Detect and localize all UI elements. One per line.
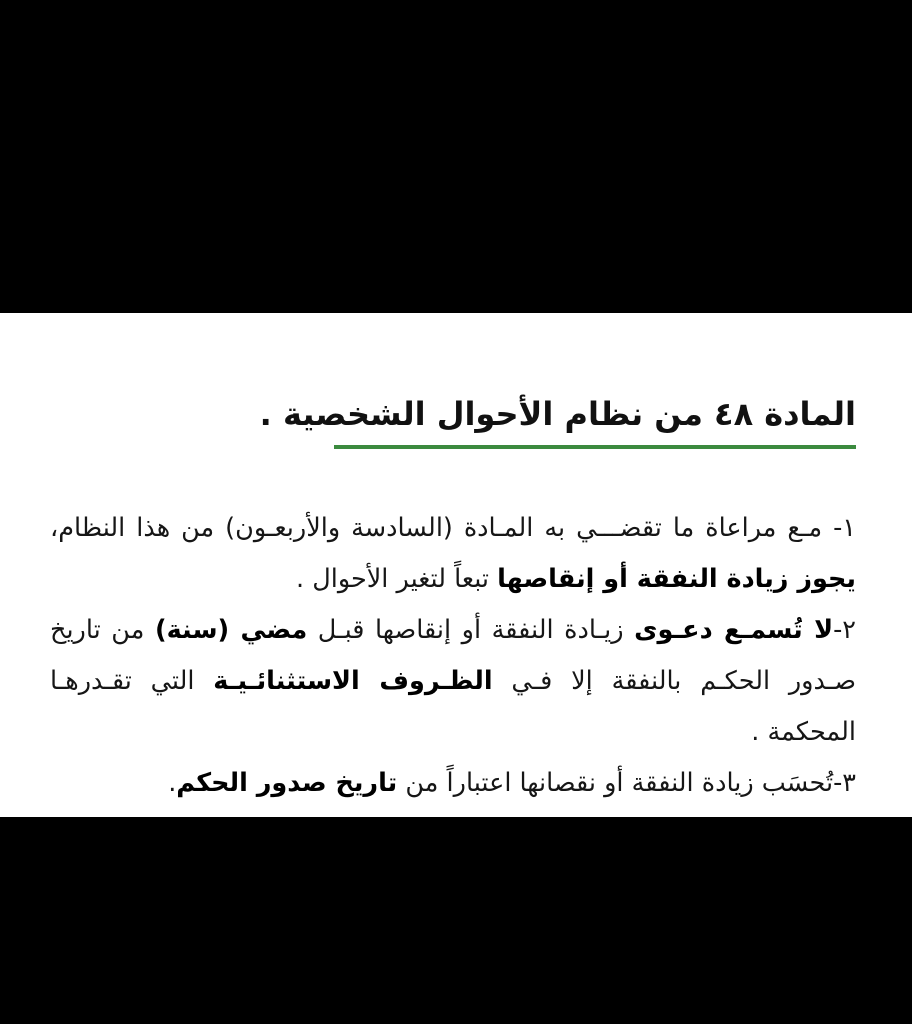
text-segment: من تاريخ صـدور الحكـم بالنفقة إلا فـي [50,615,856,696]
text-segment: ١- مـع مراعاة ما تقضـــي به المـادة (السادسة والأربعـون) من هذا النظام، [50,513,856,543]
clause-2 [50,605,856,758]
article-body [50,503,856,809]
text-segment: . [168,768,177,798]
clause-1 [50,503,856,605]
bold-segment: لا تُسمـع دعـوى [634,615,834,645]
document-card [0,313,912,817]
text-segment: زيـادة النفقة أو إنقاصها قبـل [307,615,635,645]
bold-segment: الظـروف الاستثنائـيـة [213,666,493,696]
clause-3 [50,758,856,809]
bottom-black-band [0,817,912,1024]
top-black-band [0,0,912,313]
title-underline [334,445,856,449]
text-segment: ٣-تُحسَب زيادة النفقة أو نقصانها اعتباراً من [397,768,856,798]
text-segment: تبعاً لتغير الأحوال . [296,564,498,594]
article-title: المادة ٤٨ من نظام الأحوال الشخصية . [259,395,856,433]
bold-segment: يجوز زيادة النفقة أو إنقاصها [497,564,856,594]
heading-block [259,391,856,449]
text-segment: التي تقـدرهـا المحكمة . [50,666,856,747]
text-segment: ٢- [833,615,856,645]
bold-segment: مضي (سنة) [154,615,308,645]
bold-segment: تاريخ صدور الحكم [176,768,398,798]
